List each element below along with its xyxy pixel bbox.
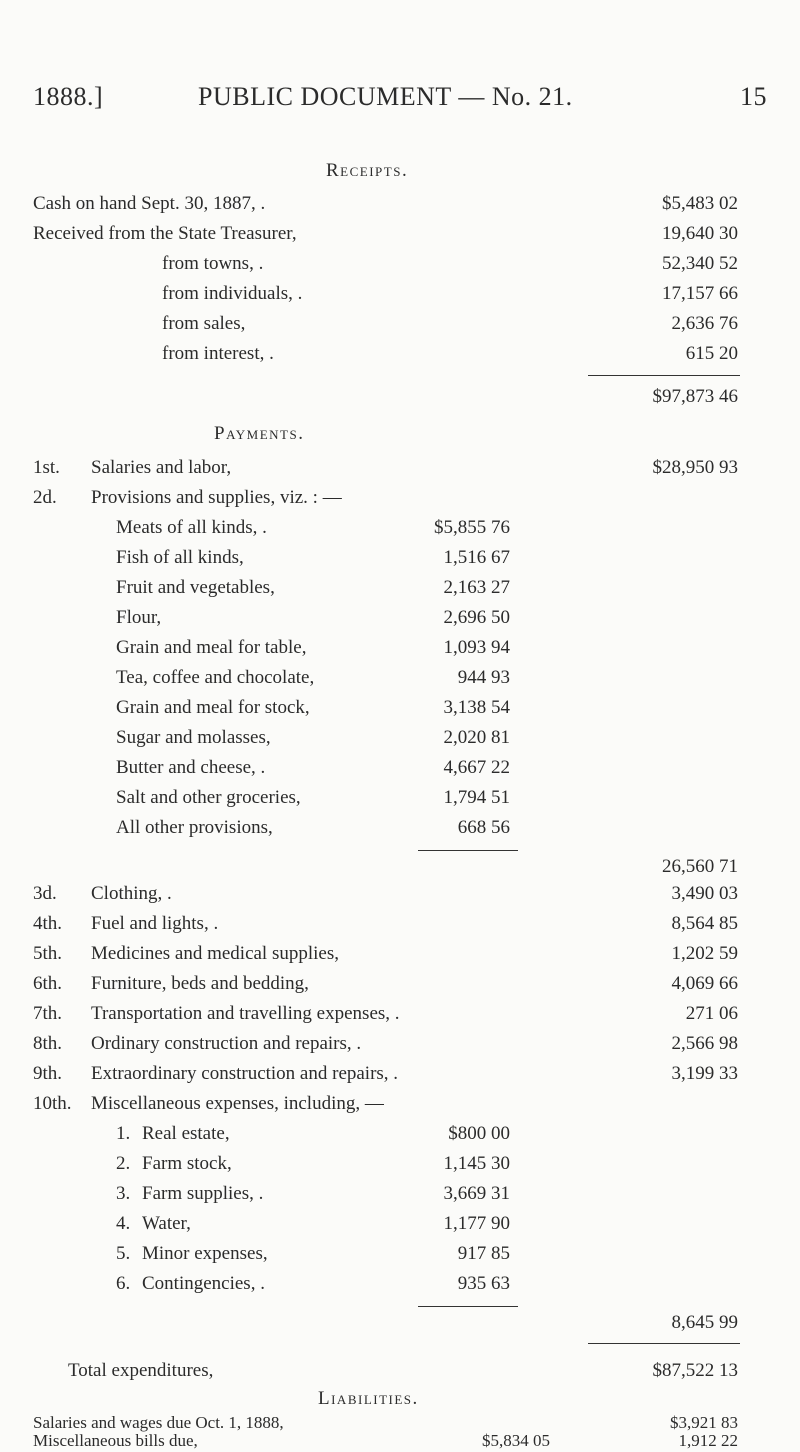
- payment-number: 6th.: [33, 973, 63, 994]
- payment-number: 10th.: [33, 1093, 72, 1114]
- payment-amount: 3,199 33: [671, 1063, 738, 1084]
- misc-label: Farm supplies, .: [142, 1183, 264, 1204]
- misc-amount: 917 85: [457, 1243, 510, 1264]
- payment-number: 3d.: [33, 883, 57, 904]
- misc-number: 3.: [116, 1183, 131, 1204]
- misc-label: Farm stock,: [142, 1153, 232, 1174]
- provision-label: Salt and other groceries,: [116, 787, 301, 808]
- provision-label: Sugar and molasses,: [116, 727, 271, 748]
- liabilities-heading: Liabilities.: [318, 1388, 419, 1409]
- payment-label: Furniture, beds and bedding,: [91, 973, 309, 994]
- receipts-total: $97,873 46: [652, 386, 738, 407]
- misc-amount: 1,177 90: [443, 1213, 510, 1234]
- payment-number: 1st.: [33, 457, 60, 478]
- liability-amount: 1,912 22: [678, 1431, 738, 1450]
- receipts-heading: Receipts.: [326, 160, 409, 181]
- liability-amount: $3,921 83: [670, 1413, 738, 1432]
- misc-label: Real estate,: [142, 1123, 230, 1144]
- provision-amount: 1,794 51: [443, 787, 510, 808]
- payment-label: Clothing, .: [91, 883, 172, 904]
- payment-number: 4th.: [33, 913, 63, 934]
- payment-label: Transportation and travelling expenses, .: [91, 1003, 400, 1024]
- provision-label: Butter and cheese, .: [116, 757, 266, 778]
- provision-label: All other provisions,: [116, 817, 273, 838]
- provision-label: Fruit and vegetables,: [116, 577, 275, 598]
- payment-label: Provisions and supplies, viz. : —: [91, 487, 342, 508]
- misc-number: 4.: [116, 1213, 131, 1234]
- misc-amount: $800 00: [448, 1123, 510, 1144]
- payment-number: 7th.: [33, 1003, 63, 1024]
- provision-amount: 3,138 54: [443, 697, 510, 718]
- provisions-subtotal: 26,560 71: [662, 856, 738, 877]
- provision-label: Meats of all kinds, .: [116, 517, 267, 538]
- payment-number: 2d.: [33, 487, 57, 508]
- misc-label: Water,: [142, 1213, 191, 1234]
- receipt-amount: 17,157 66: [662, 283, 738, 304]
- receipt-label: Cash on hand Sept. 30, 1887, .: [33, 193, 266, 214]
- provisions-rule: [418, 850, 518, 851]
- payment-amount: 1,202 59: [671, 943, 738, 964]
- receipt-amount: 2,636 76: [671, 313, 738, 334]
- misc-amount: 3,669 31: [443, 1183, 510, 1204]
- provision-amount: 668 56: [457, 817, 510, 838]
- provision-label: Flour,: [116, 607, 162, 628]
- total-expenditures-label: Total expenditures,: [68, 1360, 214, 1381]
- payment-label: Ordinary construction and repairs, .: [91, 1033, 362, 1054]
- misc-amount: 1,145 30: [443, 1153, 510, 1174]
- header-title: PUBLIC DOCUMENT — No. 21.: [198, 82, 573, 111]
- provision-amount: $5,855 76: [434, 517, 510, 538]
- misc-label: Minor expenses,: [142, 1243, 268, 1264]
- receipt-label: from interest, .: [162, 343, 274, 364]
- expenditures-rule: [588, 1343, 740, 1344]
- payment-label: Fuel and lights, .: [91, 913, 219, 934]
- payment-number: 5th.: [33, 943, 63, 964]
- payment-number: 9th.: [33, 1063, 63, 1084]
- total-expenditures-amount: $87,522 13: [652, 1360, 738, 1381]
- misc-rule: [418, 1306, 518, 1307]
- receipt-amount: 615 20: [685, 343, 738, 364]
- payment-amount: 8,564 85: [671, 913, 738, 934]
- provision-label: Fish of all kinds,: [116, 547, 244, 568]
- provision-label: Grain and meal for stock,: [116, 697, 310, 718]
- payment-label: Extraordinary construction and repairs, .: [91, 1063, 399, 1084]
- liability-label: Miscellaneous bills due,: [33, 1431, 198, 1450]
- payment-amount: 271 06: [685, 1003, 738, 1024]
- misc-number: 5.: [116, 1243, 131, 1264]
- misc-subtotal: 8,645 99: [671, 1312, 738, 1333]
- receipt-label: Received from the State Treasurer,: [33, 223, 297, 244]
- receipt-label: from individuals, .: [162, 283, 303, 304]
- receipt-amount: $5,483 02: [662, 193, 738, 214]
- misc-amount: 935 63: [457, 1273, 510, 1294]
- payment-amount: 4,069 66: [671, 973, 738, 994]
- payment-label: Salaries and labor,: [91, 457, 232, 478]
- provision-amount: 2,163 27: [443, 577, 510, 598]
- payment-amount: 3,490 03: [671, 883, 738, 904]
- misc-number: 1.: [116, 1123, 131, 1144]
- provision-amount: 2,020 81: [443, 727, 510, 748]
- receipt-amount: 19,640 30: [662, 223, 738, 244]
- misc-number: 2.: [116, 1153, 131, 1174]
- payment-amount: 2,566 98: [671, 1033, 738, 1054]
- liability-label: Salaries and wages due Oct. 1, 1888,: [33, 1413, 284, 1432]
- payment-amount: $28,950 93: [652, 457, 738, 478]
- provision-amount: 1,516 67: [443, 547, 510, 568]
- payment-number: 8th.: [33, 1033, 63, 1054]
- liabilities-total: $5,834 05: [482, 1431, 550, 1450]
- provision-amount: 1,093 94: [443, 637, 510, 658]
- provision-amount: 4,667 22: [443, 757, 510, 778]
- provision-amount: 2,696 50: [443, 607, 510, 628]
- payment-label: Miscellaneous expenses, including, —: [91, 1093, 384, 1114]
- receipt-label: from towns, .: [162, 253, 264, 274]
- misc-number: 6.: [116, 1273, 131, 1294]
- misc-label: Contingencies, .: [142, 1273, 265, 1294]
- provision-label: Grain and meal for table,: [116, 637, 307, 658]
- header-page-number: 15: [740, 82, 767, 111]
- receipts-rule: [588, 375, 740, 376]
- receipt-amount: 52,340 52: [662, 253, 738, 274]
- header-year: 1888.]: [33, 82, 104, 111]
- payments-heading: Payments.: [214, 423, 305, 444]
- provision-amount: 944 93: [457, 667, 510, 688]
- provision-label: Tea, coffee and chocolate,: [116, 667, 315, 688]
- payment-label: Medicines and medical supplies,: [91, 943, 339, 964]
- receipt-label: from sales,: [162, 313, 246, 334]
